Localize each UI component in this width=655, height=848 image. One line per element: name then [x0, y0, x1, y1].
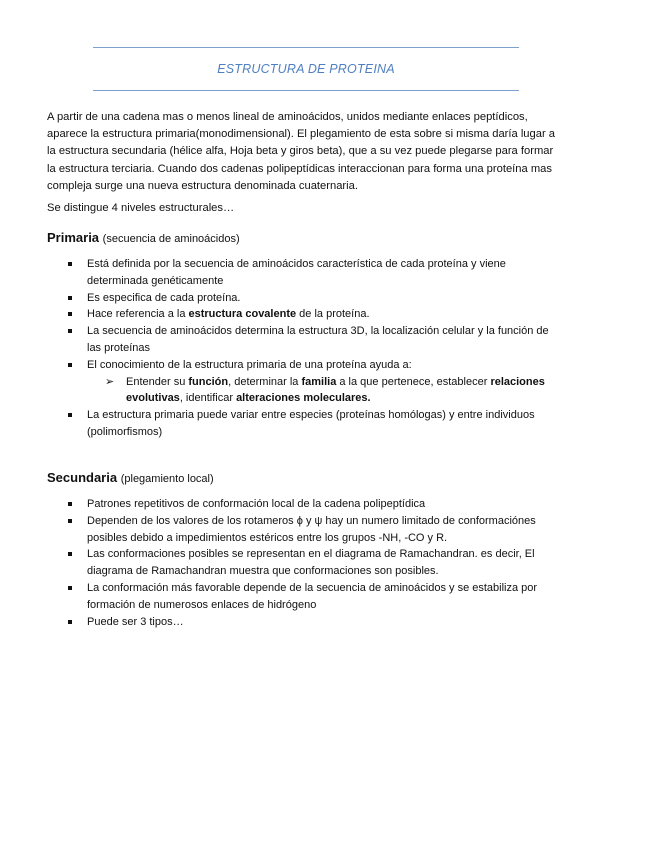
intro-paragraph [47, 109, 562, 195]
list-item [0, 513, 655, 547]
bold-term: función [188, 375, 229, 388]
list-item-text: de la proteína. [296, 308, 370, 321]
list-item-text: La estructura primaria puede variar entre especies (proteínas homólogas) y entre individuos (polimorfismos) [87, 409, 535, 438]
square-bullet-icon [68, 502, 72, 506]
list-item-text: Dependen de los valores de los rotameros ϕ y ψ hay un numero limitado de conformaciónes posibles debido a impedimientos estéricos entre los grupos -NH, -CO y R. [87, 514, 536, 544]
square-bullet-icon [68, 312, 72, 316]
list-item [0, 306, 655, 323]
square-bullet-icon [68, 413, 72, 417]
list-item-text: Patrones repetitivos de conformación local de la cadena polipeptídica [87, 498, 426, 510]
square-bullet-icon [68, 552, 72, 556]
sublist-text: Entender su [126, 375, 189, 388]
sublist-item [87, 374, 565, 408]
bold-term: alteraciones moleculares. [236, 392, 371, 405]
list-item [0, 407, 655, 441]
list-item-text: Puede ser 3 tipos… [87, 615, 184, 628]
primaria-sublist [87, 374, 565, 408]
list-item-text: La conformación más favorable depende de la secuencia de aminoácidos y se estabiliza por formación de numerosos enlaces de hidrógeno [87, 581, 538, 611]
list-item-text: Está definida por la secuencia de aminoácidos característica de cada proteína y viene determinada genéticamente [87, 258, 506, 287]
square-bullet-icon [68, 329, 72, 333]
subheading-secundaria: (plegamiento local) [120, 473, 214, 485]
subheading-primaria: (secuencia de aminoácidos) [102, 233, 240, 245]
list-item [0, 357, 655, 407]
sublist-text: a la que pertenece, establecer [336, 375, 491, 388]
list-item-text: Hace referencia a la [87, 308, 189, 321]
list-item [0, 496, 655, 513]
square-bullet-icon [68, 620, 72, 624]
primaria-list [0, 256, 655, 441]
list-item [0, 256, 655, 290]
list-item [0, 323, 655, 357]
square-bullet-icon [68, 296, 72, 300]
secundaria-list [0, 496, 655, 630]
title-rule-top [93, 47, 519, 48]
list-item [0, 614, 655, 631]
lead-sentence: Se distingue 4 niveles estructurales… [47, 202, 235, 214]
bold-term: estructura covalente [188, 308, 297, 321]
list-item [0, 290, 655, 307]
list-item-text: Las conformaciones posibles se representan en el diagrama de Ramachandran. es decir, El diagrama de Ramachandran muestra que conformaciones son posibles. [87, 548, 535, 578]
page-title: ESTRUCTURA DE PROTEINA [217, 62, 395, 76]
sublist-text: , determinar la [228, 375, 302, 388]
heading-primaria: Primaria [47, 230, 100, 245]
arrow-bullet-icon: ➢ [105, 375, 115, 388]
sublist-text: , identificar [179, 392, 237, 405]
bold-term: relaciones evolutivas [126, 375, 545, 405]
heading-secundaria: Secundaria [47, 470, 118, 485]
list-item-text: El conocimiento de la estructura primaria de una proteína ayuda a: [87, 358, 412, 371]
square-bullet-icon [68, 519, 72, 523]
section-heading-primaria [47, 230, 240, 245]
square-bullet-icon [68, 262, 72, 266]
list-item-text: La secuencia de aminoácidos determina la estructura 3D, la localización celular y la función de las proteínas [87, 325, 549, 354]
intro-text: A partir de una cadena mas o menos lineal de aminoácidos, unidos mediante enlaces peptídicos, aparece la estructura primaria(monodimensional). El plegamiento de esta sobre si misma daría lugar a la estructura secundaria (hélice alfa, Hoja beta y giros beta), que a su vez puede plegarse para formar la estructura terciaria. Cuando dos cadenas polipeptídicas interaccionan para forma una proteína mas compleja surge una nueva estructura denominada cuaternaria. [47, 111, 556, 192]
square-bullet-icon [68, 363, 72, 367]
list-item [0, 580, 655, 614]
bold-term: familia [301, 375, 337, 388]
section-heading-secundaria [47, 470, 214, 485]
title-rule-bottom [93, 90, 519, 91]
list-item [0, 546, 655, 580]
list-item-text: Es especifica de cada proteína. [87, 291, 241, 304]
square-bullet-icon [68, 586, 72, 590]
